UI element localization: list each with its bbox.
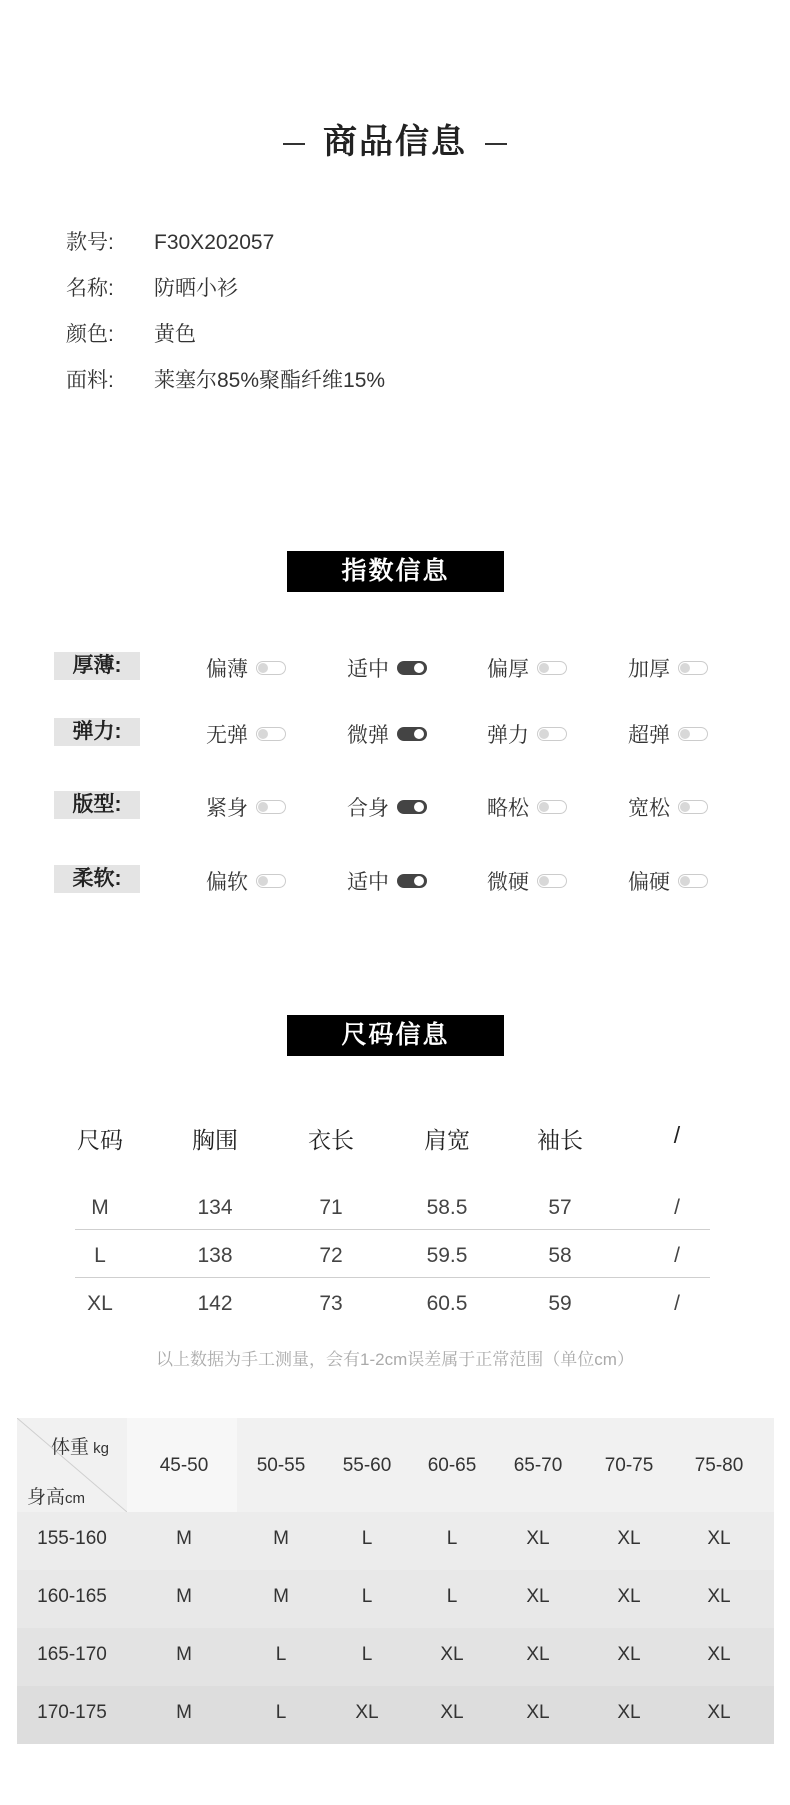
info-value: F30X202057: [154, 231, 275, 254]
toggle-off-icon: [678, 727, 708, 741]
product-info-title-text: 商品信息: [323, 123, 467, 161]
fit-size-cell: XL: [440, 1644, 464, 1665]
toggle-off-icon: [537, 800, 567, 814]
size-table-cell: 72: [319, 1244, 343, 1267]
size-table-cell: L: [94, 1244, 106, 1267]
index-option: [628, 866, 708, 896]
size-note: 以上数据为手工测量，会有1-2cm误差属于正常范围（单位cm）: [156, 1350, 634, 1369]
index-option-label: 偏硬: [628, 871, 670, 894]
size-table-cell: 59.5: [426, 1244, 468, 1267]
index-option: [487, 792, 567, 822]
index-option-label: 合身: [347, 797, 389, 820]
info-value: 莱塞尔85%聚酯纤维15%: [154, 369, 386, 392]
title-dash-right: [485, 143, 507, 145]
toggle-off-icon: [256, 874, 286, 888]
toggle-off-icon: [537, 874, 567, 888]
row-divider: [75, 1229, 710, 1230]
toggle-on-icon: [397, 800, 427, 814]
fit-size-cell: XL: [617, 1528, 641, 1549]
fit-size-cell: L: [446, 1528, 458, 1549]
size-info-banner: 尺码信息: [287, 1015, 504, 1056]
size-table-cell: 73: [319, 1292, 343, 1315]
index-option-label: 宽松: [628, 797, 670, 820]
index-option: [206, 653, 286, 683]
fit-weight-header: 70-75: [604, 1455, 654, 1476]
fit-size-cell: L: [361, 1528, 373, 1549]
fit-height-label: 170-175: [37, 1702, 107, 1723]
info-row-fabric: [66, 364, 385, 394]
size-table-cell: /: [674, 1292, 680, 1315]
index-option: [206, 719, 286, 749]
fit-weight-header: 50-55: [256, 1455, 306, 1476]
index-option-label: 微硬: [487, 871, 529, 894]
fit-size-cell: XL: [526, 1528, 550, 1549]
index-option: [347, 866, 427, 896]
fit-size-cell: XL: [617, 1586, 641, 1607]
fit-weight-header: 75-80: [694, 1455, 744, 1476]
index-option: [487, 653, 567, 683]
fit-size-cell: L: [361, 1586, 373, 1607]
fit-weight-header: 45-50: [159, 1455, 209, 1476]
fit-size-cell: M: [273, 1586, 289, 1607]
size-table-cell: 142: [197, 1292, 233, 1315]
fit-row: [17, 1686, 774, 1744]
index-row-label: 厚薄:: [54, 652, 140, 680]
toggle-off-icon: [537, 727, 567, 741]
fit-size-cell: XL: [707, 1702, 731, 1723]
fit-size-cell: XL: [526, 1644, 550, 1665]
size-table-cell: 58.5: [426, 1196, 468, 1219]
info-row-color: [66, 318, 196, 348]
toggle-off-icon: [256, 661, 286, 675]
size-table-cell: 58: [548, 1244, 572, 1267]
toggle-on-icon: [397, 727, 427, 741]
fit-header-row: [17, 1418, 774, 1512]
fit-size-cell: M: [176, 1586, 192, 1607]
size-table-cell: 59: [548, 1292, 572, 1315]
fit-row: [17, 1512, 774, 1570]
fit-height-label: 155-160: [37, 1528, 107, 1549]
fit-size-cell: XL: [707, 1586, 731, 1607]
info-label: 名称:: [66, 277, 114, 300]
index-option-label: 加厚: [628, 658, 670, 681]
size-table-cell: /: [674, 1196, 680, 1219]
corner-height-label: 身高cm: [27, 1487, 86, 1508]
fit-size-cell: M: [273, 1528, 289, 1549]
index-info-banner: 指数信息: [287, 551, 504, 592]
index-option: [206, 866, 286, 896]
info-label: 颜色:: [66, 323, 114, 346]
index-option: [628, 792, 708, 822]
index-option-label: 超弹: [628, 724, 670, 747]
fit-chart: [17, 1418, 774, 1744]
fit-size-cell: XL: [526, 1702, 550, 1723]
index-option: [206, 792, 286, 822]
index-option-label: 偏软: [206, 871, 248, 894]
fit-height-label: 160-165: [37, 1586, 107, 1607]
index-option-label: 适中: [347, 658, 389, 681]
size-table-cell: M: [91, 1196, 109, 1219]
fit-size-cell: XL: [707, 1528, 731, 1549]
fit-size-cell: XL: [617, 1702, 641, 1723]
toggle-off-icon: [256, 727, 286, 741]
info-value: 防晒小衫: [154, 277, 238, 300]
title-dash-left: [283, 143, 305, 145]
info-row-style-no: [66, 226, 274, 256]
index-option: [347, 792, 427, 822]
fit-size-cell: XL: [526, 1586, 550, 1607]
size-table-header: 袖长: [537, 1127, 583, 1153]
size-table-header: 衣长: [308, 1127, 354, 1153]
fit-size-cell: L: [275, 1702, 287, 1723]
fit-size-cell: M: [176, 1644, 192, 1665]
size-table-cell: /: [674, 1244, 680, 1267]
index-option-label: 略松: [487, 797, 529, 820]
index-option: [628, 653, 708, 683]
size-table-cell: 138: [197, 1244, 233, 1267]
fit-height-label: 165-170: [37, 1644, 107, 1665]
size-table-header: 肩宽: [424, 1127, 470, 1153]
index-option: [347, 719, 427, 749]
info-label: 款号:: [66, 231, 114, 254]
index-option: [628, 719, 708, 749]
info-row-name: [66, 272, 238, 302]
index-row-label: 弹力:: [54, 718, 140, 746]
fit-size-cell: M: [176, 1528, 192, 1549]
size-table-header: 胸围: [192, 1127, 238, 1153]
size-table-cell: 57: [548, 1196, 572, 1219]
info-value: 黄色: [154, 323, 196, 346]
fit-row: [17, 1570, 774, 1628]
fit-size-cell: L: [275, 1644, 287, 1665]
size-table-cell: XL: [87, 1292, 113, 1315]
size-table-cell: 60.5: [426, 1292, 468, 1315]
fit-weight-header: 55-60: [342, 1455, 392, 1476]
index-option-label: 适中: [347, 871, 389, 894]
fit-weight-header: 60-65: [427, 1455, 477, 1476]
toggle-off-icon: [256, 800, 286, 814]
index-option-label: 弹力: [487, 724, 529, 747]
index-option: [487, 866, 567, 896]
fit-size-cell: XL: [440, 1702, 464, 1723]
corner-weight-label: 体重 kg: [51, 1437, 110, 1458]
size-table-header: 尺码: [77, 1127, 123, 1153]
size-table-cell: 71: [319, 1196, 343, 1219]
fit-size-cell: XL: [707, 1644, 731, 1665]
index-option-label: 偏薄: [206, 658, 248, 681]
size-table-header: /: [673, 1122, 681, 1148]
index-option-label: 偏厚: [487, 658, 529, 681]
fit-size-cell: L: [446, 1586, 458, 1607]
toggle-off-icon: [678, 800, 708, 814]
fit-row: [17, 1628, 774, 1686]
toggle-off-icon: [537, 661, 567, 675]
fit-size-cell: M: [176, 1702, 192, 1723]
index-option-label: 紧身: [206, 797, 248, 820]
toggle-off-icon: [678, 874, 708, 888]
fit-size-cell: L: [361, 1644, 373, 1665]
row-divider: [75, 1277, 710, 1278]
toggle-on-icon: [397, 661, 427, 675]
fit-size-cell: XL: [617, 1644, 641, 1665]
fit-size-cell: XL: [355, 1702, 379, 1723]
index-row-label: 柔软:: [54, 865, 140, 893]
index-row-label: 版型:: [54, 791, 140, 819]
product-info-title: [0, 114, 790, 163]
info-label: 面料:: [66, 369, 114, 392]
fit-weight-header: 65-70: [513, 1455, 563, 1476]
size-table-cell: 134: [197, 1196, 233, 1219]
index-option-label: 微弹: [347, 724, 389, 747]
index-option-label: 无弹: [206, 724, 248, 747]
toggle-on-icon: [397, 874, 427, 888]
index-option: [487, 719, 567, 749]
toggle-off-icon: [678, 661, 708, 675]
index-option: [347, 653, 427, 683]
